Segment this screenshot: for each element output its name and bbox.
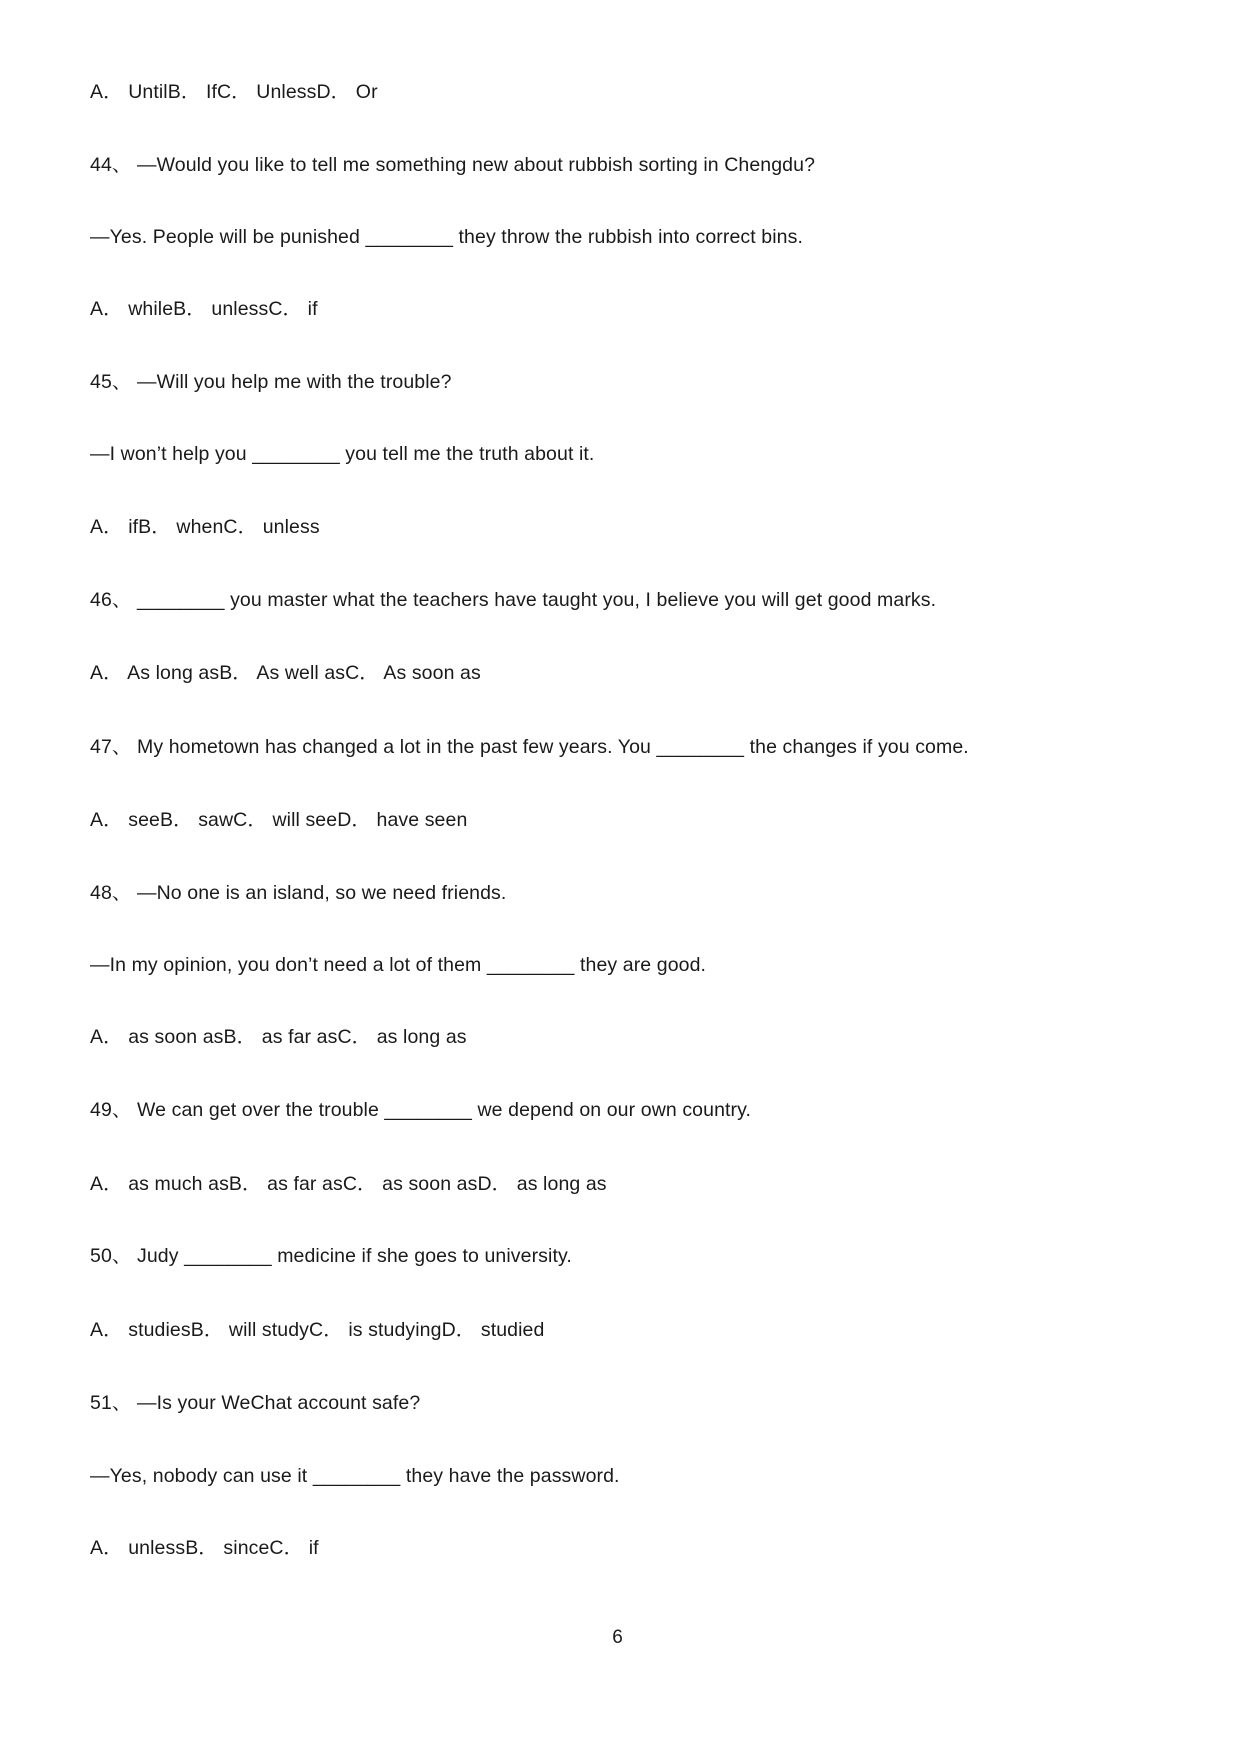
options-51: A． unlessB． sinceC． if (90, 1537, 319, 1559)
question-49: 49、 We can get over the trouble ________ we depend on our own country. (90, 1099, 752, 1121)
question-51-response: —Yes, nobody can use it ________ they have the password. (90, 1465, 620, 1487)
question-48: 48、 —No one is an island, so we need friends. (90, 882, 507, 904)
options-47: A． seeB． sawC． will seeD． have seen (90, 809, 468, 831)
question-44: 44、 —Would you like to tell me something new about rubbish sorting in Chengdu? (90, 154, 816, 176)
page-number: 6 (612, 1627, 623, 1648)
question-50: 50、 Judy ________ medicine if she goes to university. (90, 1245, 572, 1267)
options-44: A． whileB． unlessC． if (90, 298, 318, 320)
question-45-response: —I won’t help you ________ you tell me the truth about it. (90, 443, 595, 465)
question-44-response: —Yes. People will be punished ________ they throw the rubbish into correct bins. (90, 226, 803, 248)
question-48-response: —In my opinion, you don’t need a lot of them ________ they are good. (90, 954, 707, 976)
question-45: 45、 —Will you help me with the trouble? (90, 371, 452, 393)
question-51: 51、 —Is your WeChat account safe? (90, 1392, 421, 1414)
options-49: A． as much asB． as far asC． as soon asD． as long as (90, 1173, 607, 1195)
options-46: A． As long asB． As well asC． As soon as (90, 662, 481, 684)
options-50: A． studiesB． will studyC． is studyingD． studied (90, 1319, 545, 1341)
question-47: 47、 My hometown has changed a lot in the past few years. You ________ the changes if you come. (90, 736, 969, 758)
options-43: A． UntilB． IfC． UnlessD． Or (90, 81, 378, 103)
options-45: A． ifB． whenC． unless (90, 516, 320, 538)
options-48: A． as soon asB． as far asC． as long as (90, 1026, 467, 1048)
question-46: 46、 ________ you master what the teachers have taught you, I believe you will get good marks. (90, 589, 937, 611)
